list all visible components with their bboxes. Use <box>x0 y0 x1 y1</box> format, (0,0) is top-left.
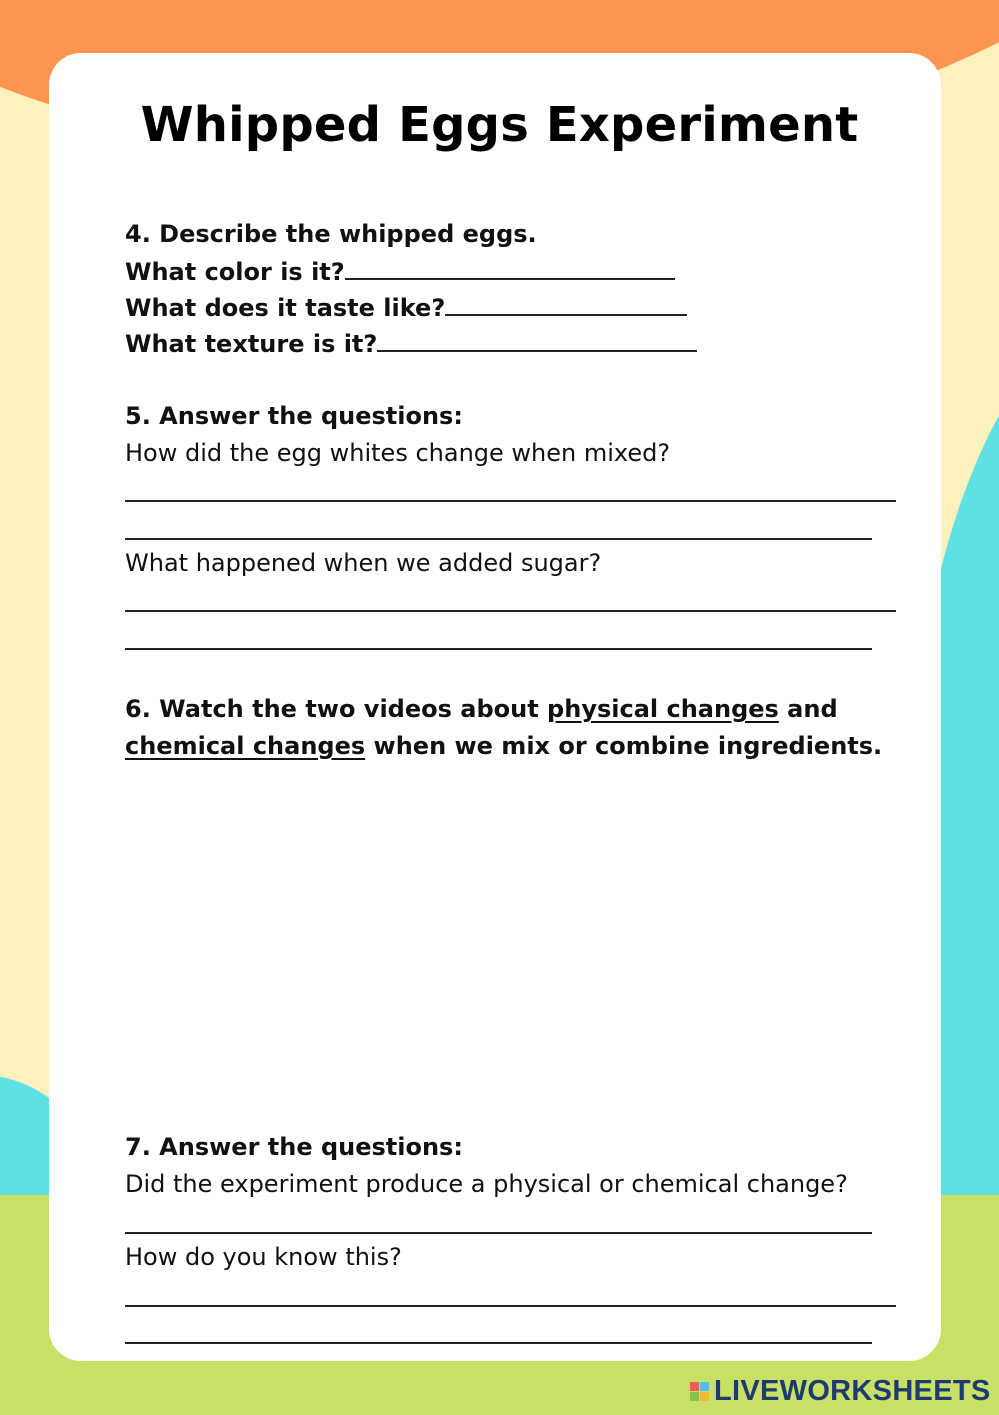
q7-question-1: Did the experiment produce a physical or chemical change? <box>125 1170 848 1198</box>
liveworksheets-logo-icon <box>690 1382 709 1401</box>
liveworksheets-logo <box>690 1374 991 1408</box>
logo-square-1 <box>690 1382 699 1391</box>
q4-texture-question: What texture is it? <box>125 330 378 358</box>
q6-line-2 <box>125 731 882 761</box>
logo-square-3 <box>690 1392 699 1401</box>
q5-question-2: What happened when we added sugar? <box>125 549 602 577</box>
q4-heading: 4. Describe the whipped eggs. <box>125 220 537 248</box>
liveworksheets-logo-text: LIVEWORKSHEETS <box>714 1374 991 1407</box>
q5-answer-line-2a[interactable] <box>125 610 896 612</box>
q7-answer-line-1[interactable] <box>125 1232 872 1234</box>
q6-text-2: and <box>778 695 838 723</box>
q4-texture-answer-blank[interactable] <box>377 328 697 352</box>
q7-answer-line-2b[interactable] <box>125 1342 872 1344</box>
physical-changes-link[interactable]: physical changes <box>547 695 779 723</box>
chemical-changes-link[interactable]: chemical changes <box>125 732 366 760</box>
q5-answer-line-2b[interactable] <box>125 648 872 650</box>
q7-question-2: How do you know this? <box>125 1243 402 1271</box>
q6-text-1: 6. Watch the two videos about <box>125 695 548 723</box>
q4-taste-row <box>125 292 687 323</box>
logo-square-2 <box>700 1382 709 1391</box>
q4-texture-row <box>125 328 697 359</box>
q4-taste-question: What does it taste like? <box>125 294 446 322</box>
q4-color-answer-blank[interactable] <box>345 256 675 280</box>
q4-taste-answer-blank[interactable] <box>445 292 687 316</box>
q7-heading: 7. Answer the questions: <box>125 1133 463 1161</box>
q6-text-3: when we mix or combine ingredients. <box>365 732 883 760</box>
worksheet-title: Whipped Eggs Experiment <box>140 97 859 153</box>
q5-answer-line-1b[interactable] <box>125 538 872 540</box>
q5-answer-line-1a[interactable] <box>125 500 896 502</box>
q4-color-question: What color is it? <box>125 258 345 286</box>
q6-line-1 <box>125 694 838 724</box>
q5-heading: 5. Answer the questions: <box>125 402 463 430</box>
q5-question-1: How did the egg whites change when mixed? <box>125 439 671 467</box>
logo-square-4 <box>700 1392 709 1401</box>
q7-answer-line-2a[interactable] <box>125 1305 896 1307</box>
q4-color-row <box>125 256 675 287</box>
